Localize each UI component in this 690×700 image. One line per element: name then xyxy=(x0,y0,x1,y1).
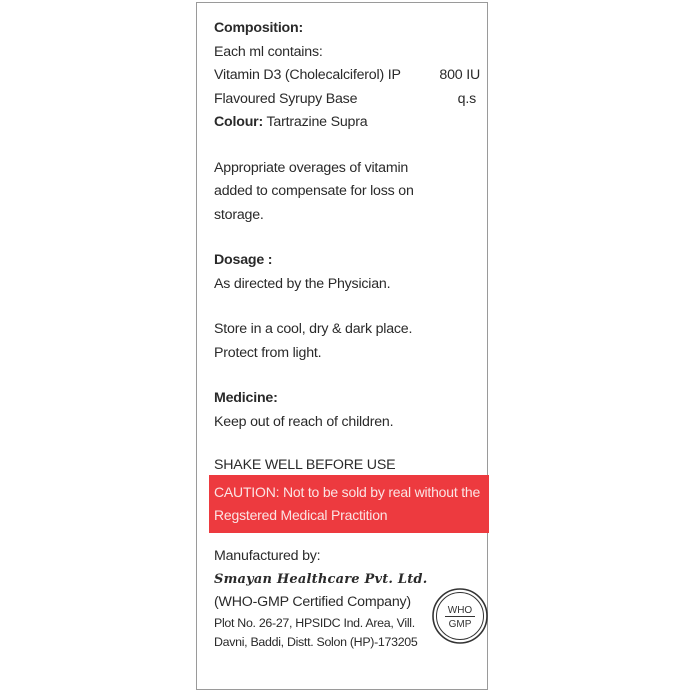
overage-line: added to compensate for loss on xyxy=(214,183,414,199)
ingredient-qty: q.s xyxy=(457,90,476,107)
caution-banner xyxy=(209,475,489,533)
caution-line: Regstered Medical Practition xyxy=(214,507,388,523)
shake-warning: SHAKE WELL BEFORE USE xyxy=(214,457,396,473)
seal-bottom-text: GMP xyxy=(448,619,472,630)
label-panel xyxy=(196,2,488,690)
caution-line: CAUTION: Not to be sold by real without the xyxy=(214,484,481,500)
seal-top-text: WHO xyxy=(447,605,473,616)
colour-value: Tartrazine Supra xyxy=(263,114,368,130)
medicine-text: Keep out of reach of children. xyxy=(214,413,394,430)
ingredient-name: Flavoured Syrupy Base xyxy=(214,90,358,107)
certification: (WHO-GMP Certified Company) xyxy=(214,594,411,610)
address-line: Plot No. 26-27, HPSIDC Ind. Area, Vill. xyxy=(214,616,415,630)
manufacturer-label: Manufactured by: xyxy=(214,548,321,564)
who-gmp-seal-icon xyxy=(431,587,489,645)
overage-line: Appropriate overages of vitamin xyxy=(214,159,409,176)
storage-line: Store in a cool, dry & dark place. xyxy=(214,321,413,337)
ingredient-row xyxy=(214,64,480,88)
medicine-heading: Medicine: xyxy=(214,390,278,406)
composition-heading: Composition: xyxy=(214,20,304,36)
composition-intro: Each ml contains: xyxy=(214,43,323,60)
dosage-heading: Dosage : xyxy=(214,252,273,268)
colour-label: Colour: xyxy=(214,114,264,130)
storage-line: Protect from light. xyxy=(214,344,322,361)
overage-line: storage. xyxy=(214,206,264,223)
ingredient-row xyxy=(214,88,476,112)
label-content xyxy=(214,17,480,478)
ingredient-qty: 800 IU xyxy=(439,67,480,83)
address-line: Davni, Baddi, Distt. Solon (HP)-173205 xyxy=(214,635,418,649)
dosage-text: As directed by the Physician. xyxy=(214,275,391,292)
ingredient-name: Vitamin D3 (Cholecalciferol) IP xyxy=(214,67,401,83)
colour-line xyxy=(214,111,476,135)
company-name: Smayan Healthcare Pvt. Ltd. xyxy=(214,572,428,587)
